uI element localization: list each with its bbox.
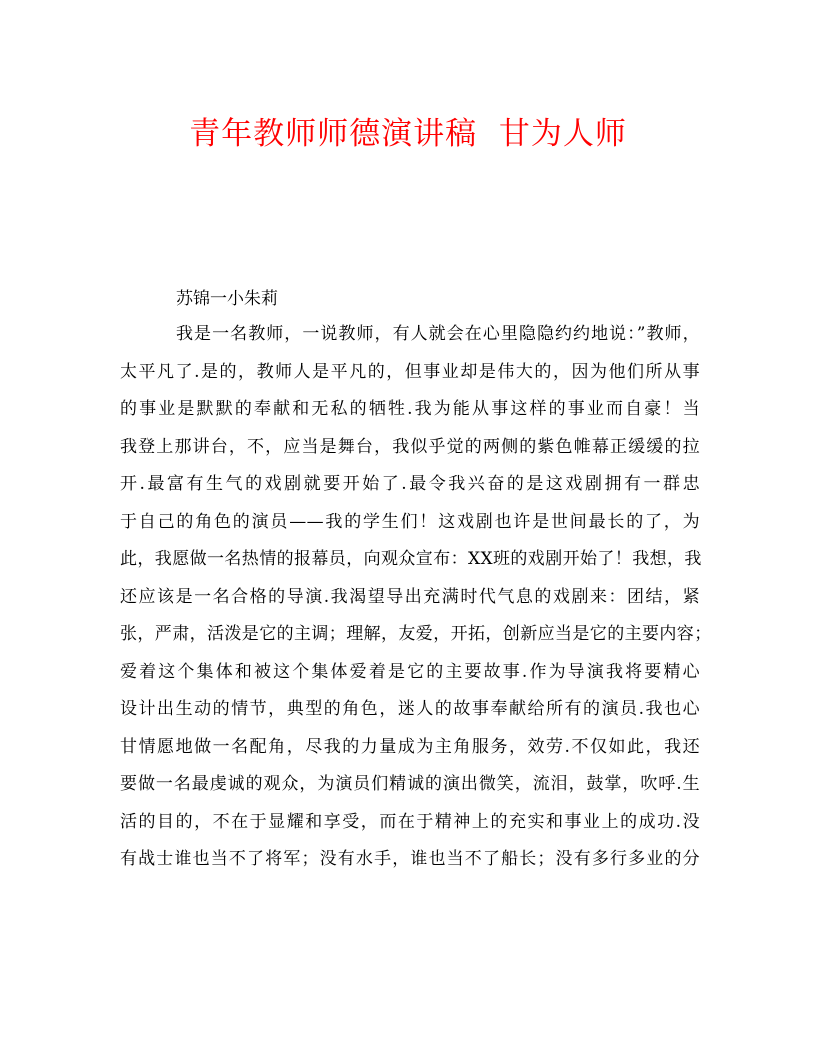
paragraph-line: 的事业是默默的奉献和无私的牺牲.我为能从事这样的事业而自豪！当 <box>120 399 700 419</box>
paragraph-line: 要做一名最虔诚的观众，为演员们精诚的演出微笑，流泪，鼓掌，吹呼.生 <box>120 774 700 794</box>
paragraph-line: 有战士谁也当不了将军；没有水手，谁也当不了船长；没有多行多业的分 <box>120 849 700 869</box>
paragraph-line: 此，我愿做一名热情的报幕员，向观众宣布：XX班的戏剧开始了！我想，我 <box>120 549 702 569</box>
paragraph-line: 我登上那讲台，不，应当是舞台，我似乎觉的两侧的紫色帷幕正缓缓的拉 <box>120 436 700 457</box>
document-body <box>120 282 712 879</box>
paragraph-line: 爱着这个集体和被这个集体爱着是它的主要故事.作为导演我将要精心 <box>120 661 700 682</box>
paragraph-line: 甘情愿地做一名配角，尽我的力量成为主角服务，效劳.不仅如此，我还 <box>120 736 700 757</box>
document-title: 青年教师师德演讲稿 甘为人师 <box>189 116 627 152</box>
paragraph-line: 设计出生动的情节，典型的角色，迷人的故事奉献给所有的演员.我也心 <box>120 699 700 719</box>
paragraph-line: 活的目的，不在于显耀和享受，而在于精神上的充实和事业上的成功.没 <box>120 811 700 832</box>
paragraph-line: 我是一名教师，一说教师，有人就会在心里隐隐约约地说：”教师， <box>176 324 700 344</box>
paragraph-line: 还应该是一名合格的导演.我渴望导出充满时代气息的戏剧来：团结，紧 <box>120 586 700 607</box>
paragraph-line: 开.最富有生气的戏剧就要开始了.最令我兴奋的是这戏剧拥有一群忠 <box>120 474 700 494</box>
author-line: 苏锦一小朱莉 <box>176 289 278 309</box>
paragraph-line: 于自己的角色的演员——我的学生们！这戏剧也许是世间最长的了，为 <box>120 511 700 532</box>
paragraph-line: 太平凡了.是的，教师人是平凡的，但事业却是伟大的，因为他们所从事 <box>120 361 700 382</box>
paragraph-line: 张，严肃，活泼是它的主调；理解，友爱，开拓，创新应当是它的主要内容； <box>120 624 712 644</box>
